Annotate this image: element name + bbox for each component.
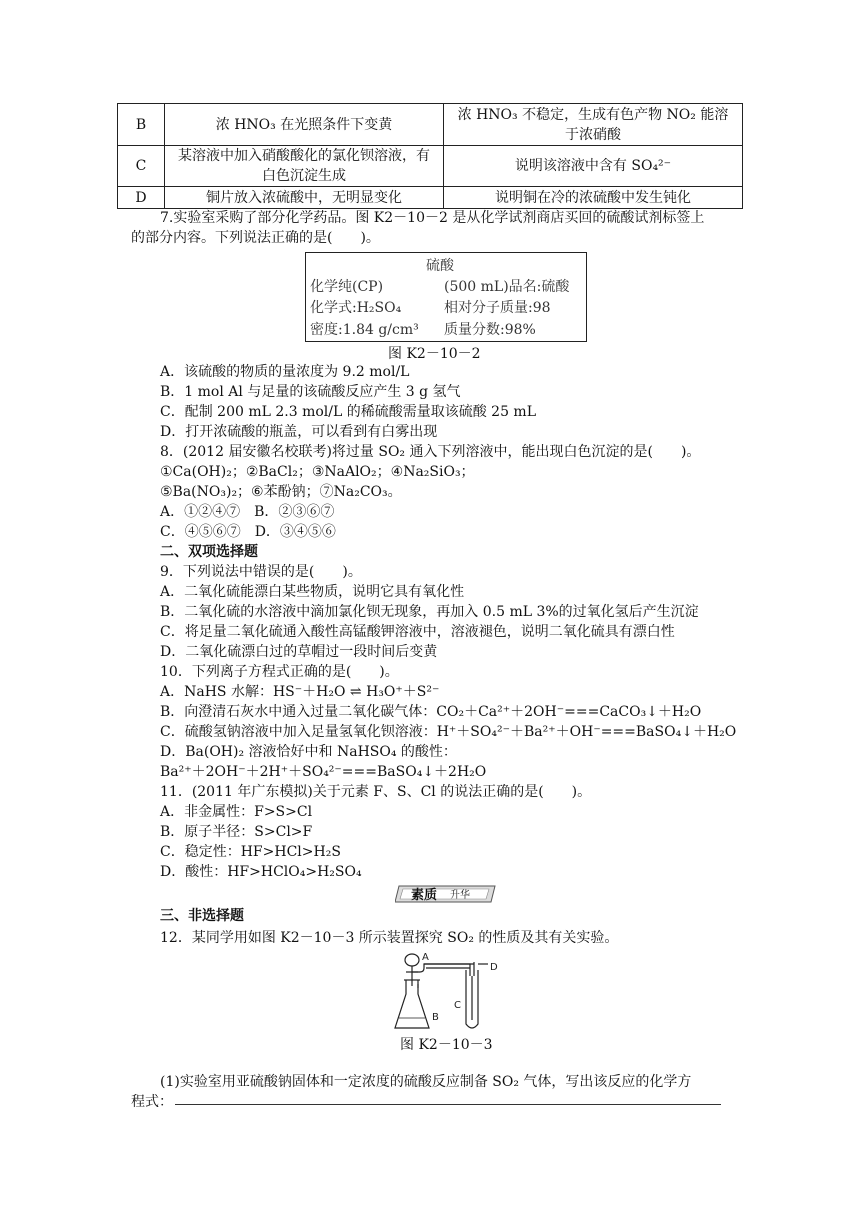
label-title: 硫酸 (426, 258, 454, 274)
table-row (118, 104, 743, 146)
table-row (118, 187, 743, 209)
section-heading: 二、双项选择题 (160, 544, 258, 560)
label-b: B (432, 1012, 439, 1023)
q7-option-c: C．配制 200 mL 2.3 mol/L 的稀硫酸需量取该硫酸 25 mL (160, 404, 537, 420)
q10-stem: 10．下列离子方程式正确的是( )。 (160, 664, 399, 680)
phenomenon-cell: 浓 HNO₃ 在光照条件下变黄 (165, 104, 444, 146)
q12-part1-line2: 程式： (131, 1094, 173, 1110)
q8-stem: 8．(2012 届安徽名校联考)将过量 SO₂ 通入下列溶液中，能出现白色沉淀的是( )。 (160, 444, 701, 460)
q10-option-a: A．NaHS 水解：HS⁻＋H₂O ⇌ H₃O⁺＋S²⁻ (160, 684, 440, 700)
q7-option-d: D．打开浓硫酸的瓶盖，可以看到有白雾出现 (160, 424, 438, 440)
q9-option-c: C．将足量二氧化硫通入酸性高锰酸钾溶液中，溶液褪色，说明二氧化硫具有漂白性 (160, 624, 675, 640)
answer-blank[interactable] (175, 1104, 721, 1105)
label-name: (500 mL)品名:硫酸 (444, 279, 570, 295)
label-d: D (490, 962, 498, 973)
options-table (117, 103, 743, 209)
option-letter: C (118, 146, 165, 187)
option-letter: B (118, 104, 165, 146)
q10-option-b: B．向澄清石灰水中通入过量二氧化碳气体：CO₂＋Ca²⁺＋2OH⁻===CaCO₃↓＋H₂O (160, 704, 702, 720)
conclusion-cell: 说明铜在冷的浓硫酸中发生钝化 (444, 187, 743, 209)
q9-option-b: B．二氧化硫的水溶液中滴加氯化钡无现象，再加入 0.5 mL 3%的过氧化氢后产生沉淀 (160, 604, 699, 620)
banner-text-big: 素质 (411, 888, 438, 903)
q9-option-a: A．二氧化硫能漂白某些物质，说明它具有氧化性 (160, 584, 465, 600)
q12-stem: 12．某同学用如图 K2－10－3 所示装置探究 SO₂ 的性质及其有关实验。 (160, 930, 619, 946)
label-c: C (454, 1000, 461, 1011)
phenomenon-cell: 某溶液中加入硝酸酸化的氯化钡溶液，有 白色沉淀生成 (165, 146, 444, 187)
apparatus-diagram (390, 950, 510, 1035)
phenomenon-cell: 铜片放入浓硫酸中，无明显变化 (165, 187, 444, 209)
q12-part1-line1: (1)实验室用亚硫酸钠固体和一定浓度的硫酸反应制备 SO₂ 气体，写出该反应的化学方 (160, 1074, 692, 1090)
q11-option-d: D．酸性：HF>HClO₄>H₂SO₄ (160, 864, 362, 880)
q9-option-d: D．二氧化硫漂白过的草帽过一段时间后变黄 (160, 644, 438, 660)
sulfuric-acid-label (305, 252, 587, 342)
figure-caption: 图 K2－10－2 (388, 346, 481, 362)
q10-option-c: C．硫酸氢钠溶液中加入足量氢氧化钡溶液：H⁺＋SO₄²⁻＋Ba²⁺＋OH⁻===BaSO₄↓＋H₂O (160, 724, 737, 740)
q7-option-a: A．该硫酸的物质的量浓度为 9.2 mol/L (160, 364, 410, 380)
q7-stem-line1: 7.实验室采购了部分化学药品。图 K2－10－2 是从化学试剂商店买回的硫酸试剂标签上 (160, 210, 705, 226)
q10-option-d: D．Ba(OH)₂ 溶液恰好中和 NaHSO₄ 的酸性： (160, 744, 457, 760)
conclusion-cell: 说明该溶液中含有 SO₄²⁻ (444, 146, 743, 187)
q8-list-2: ⑤Ba(NO₃)₂；⑥苯酚钠；⑦Na₂CO₃。 (160, 484, 402, 500)
banner-text-small: 升华 (450, 890, 470, 901)
label-mass-fraction: 质量分数:98% (444, 322, 536, 338)
label-a: A (422, 952, 429, 963)
q8-list-1: ①Ca(OH)₂；②BaCl₂；③NaAlO₂；④Na₂SiO₃； (160, 464, 475, 480)
figure-caption: 图 K2－10－3 (400, 1037, 493, 1053)
q7-stem-line2: 的部分内容。下列说法正确的是( )。 (131, 230, 380, 246)
q10-option-d-equation: Ba²⁺＋2OH⁻＋2H⁺＋SO₄²⁻===BaSO₄↓＋2H₂O (160, 764, 487, 780)
q8-options-ab: A．①②④⑦ B．②③⑥⑦ (160, 504, 335, 520)
label-molar-mass: 相对分子质量:98 (444, 300, 551, 316)
q8-options-cd: C．④⑤⑥⑦ D．③④⑤⑥ (160, 524, 336, 540)
q9-stem: 9．下列说法中错误的是( )。 (160, 564, 362, 580)
section-banner (395, 882, 499, 906)
option-letter: D (118, 187, 165, 209)
q11-option-b: B．原子半径：S>Cl>F (160, 824, 313, 840)
label-formula: 化学式:H₂SO₄ (310, 300, 402, 316)
section-heading: 三、非选择题 (160, 908, 244, 924)
table-row (118, 146, 743, 187)
q11-option-c: C．稳定性：HF>HCl>H₂S (160, 844, 341, 860)
q7-option-b: B．1 mol Al 与足量的该硫酸反应产生 3 g 氢气 (160, 384, 461, 400)
q11-stem: 11．(2011 年广东模拟)关于元素 F、S、Cl 的说法正确的是( )。 (160, 784, 592, 800)
label-density: 密度:1.84 g/cm³ (310, 322, 419, 338)
q11-option-a: A．非金属性：F>S>Cl (160, 804, 313, 820)
label-grade: 化学纯(CP) (310, 279, 384, 295)
conclusion-cell: 浓 HNO₃ 不稳定，生成有色产物 NO₂ 能溶 于浓硝酸 (444, 104, 743, 146)
